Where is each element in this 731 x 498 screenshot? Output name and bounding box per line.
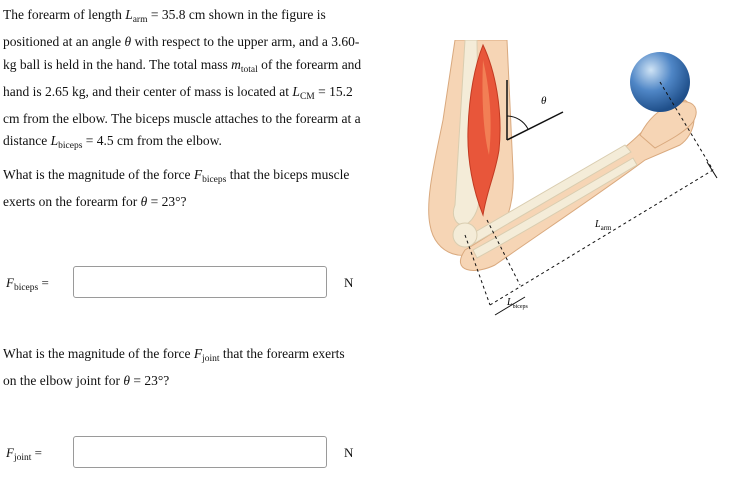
problem-statement (3, 4, 363, 158)
f-biceps-input[interactable] (73, 266, 327, 298)
l-cm-var: L (292, 83, 300, 99)
l-arm-label-sub: arm (600, 224, 612, 232)
f-joint-input[interactable] (73, 436, 327, 468)
l-biceps-label-sub: biceps (512, 304, 528, 310)
answer-label-joint-var: F (6, 445, 14, 460)
problem-text-6: = 4.5 cm from the elbow. (82, 133, 222, 149)
q2-text-2: that the forearm exerts on the elbow joint for (3, 346, 345, 388)
q2-f-sub: joint (202, 354, 220, 364)
theta-forearm-line (507, 112, 563, 140)
answer-label-biceps-var: F (6, 275, 14, 290)
answer-label-biceps-sub: biceps (13, 283, 39, 293)
q1-text-2: that the biceps muscle exerts on the forearm for (3, 167, 350, 209)
answer-label-biceps-equals: = (41, 275, 49, 290)
q2-text-1: What is the magnitude of the force (3, 346, 194, 361)
answer-label-joint-equals: = (34, 445, 42, 460)
question-2 (3, 343, 353, 392)
answer-label-joint-sub: joint (13, 453, 32, 463)
q1-f-sub: biceps (202, 175, 227, 185)
l-cm-sub: CM (299, 91, 315, 102)
l-biceps-label (506, 297, 529, 310)
l-arm-label-var: L (595, 219, 601, 230)
m-total-sub: total (240, 64, 258, 75)
m-total-var: m (231, 56, 241, 72)
q1-text-3: = 23°? (147, 194, 187, 209)
l-biceps-var: L (50, 133, 59, 149)
answer-row-joint (3, 436, 363, 470)
unit-joint: N (344, 445, 354, 460)
problem-text-5: = 15.2 cm from the elbow. The biceps muscle attaches to the forearm at a distance (3, 83, 361, 149)
answer-label-biceps (6, 275, 49, 293)
q1-f-var: F (193, 167, 203, 182)
theta-var: θ (124, 34, 132, 50)
l-biceps-sub: biceps (58, 141, 83, 152)
question-1 (3, 164, 353, 213)
theta-label: θ (541, 95, 547, 107)
l-arm-tick-end (707, 162, 717, 178)
answer-label-joint (6, 445, 42, 463)
problem-text-1: The forearm of length (3, 7, 126, 22)
q1-text-1: What is the magnitude of the force (3, 167, 194, 182)
problem-text-3: with respect to the upper arm, and a 3.60-kg ball is held in the hand. The total mass (3, 34, 360, 72)
l-arm-sub: arm (132, 15, 148, 25)
arm-figure (395, 40, 725, 330)
l-arm-var: L (125, 7, 133, 22)
l-biceps-label-var: L (507, 297, 513, 308)
l-arm-label (594, 219, 612, 232)
arm-diagram (395, 40, 725, 330)
q2-text-3: = 23°? (130, 373, 170, 388)
answer-row-biceps (3, 266, 363, 300)
problem-text-4: of the forearm and hand is 2.65 kg, and their center of mass is located at (3, 56, 362, 99)
q2-f-var: F (193, 346, 203, 361)
q1-theta: θ (140, 194, 148, 209)
problem-text-2: = 35.8 cm shown in the figure is positioned at an angle (3, 7, 326, 50)
unit-biceps: N (344, 275, 354, 290)
q2-theta: θ (123, 373, 130, 388)
